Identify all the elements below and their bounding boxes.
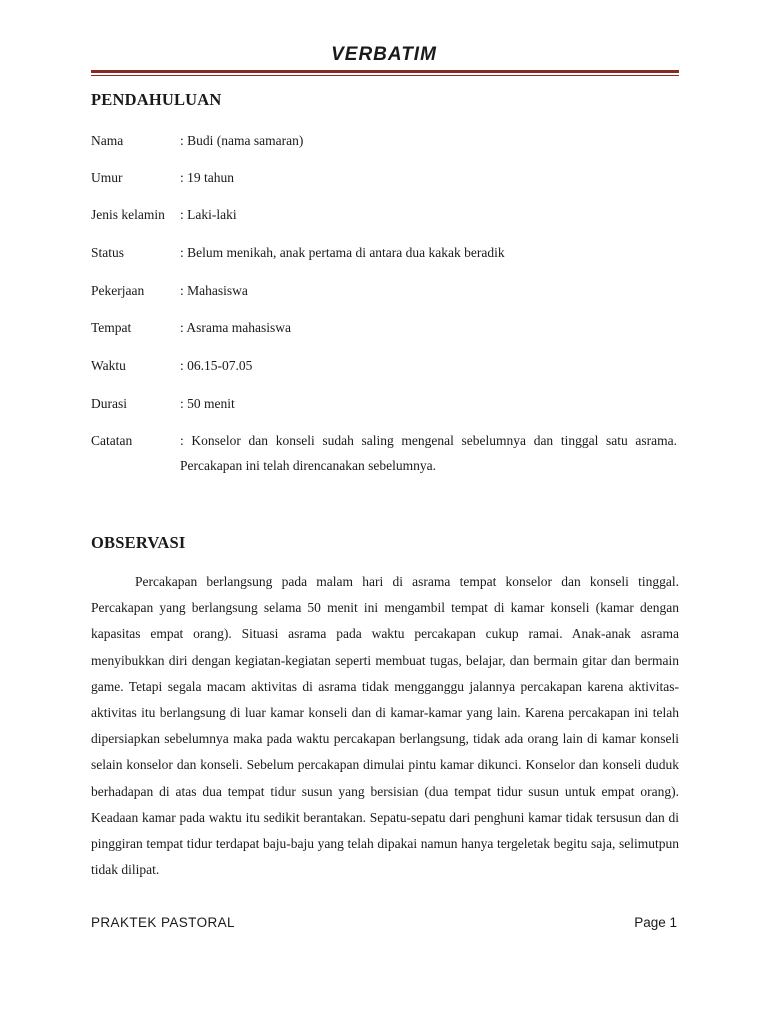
info-value: : Belum menikah, anak pertama di antara dua kakak beradik (180, 245, 505, 260)
info-label: Pekerjaan (91, 283, 145, 298)
document-header-title: VERBATIM (331, 44, 437, 65)
section-heading-pendahuluan: PENDAHULUAN (91, 90, 222, 109)
info-label: Status (91, 245, 125, 260)
info-label: Durasi (91, 396, 127, 411)
info-value: : Mahasiswa (180, 283, 248, 298)
info-label: Umur (91, 170, 123, 185)
info-label: Tempat (91, 320, 132, 335)
footer-page-number: Page 1 (634, 915, 677, 930)
info-value: : 06.15-07.05 (180, 358, 253, 373)
info-label: Waktu (91, 358, 126, 373)
footer-course-title: PRAKTEK PASTORAL (91, 915, 235, 930)
info-value: : Asrama mahasiswa (180, 320, 291, 335)
info-value: : Laki-laki (180, 207, 237, 222)
header-divider-thick (91, 70, 679, 73)
observasi-paragraph: Percakapan berlangsung pada malam hari di asrama tempat konselor dan konseli tinggal. Percakapan yang berlangsung selama 50 menit ini mengambil tempat di kamar konseli (kamar dengan kapasitas empat orang). Situasi asrama pada waktu percakapan cukup ramai. Anak-anak asrama menyibukkan diri dengan kegiatan-kegiatan seperti membuat tugas, belajar, dan bermain gitar dan bermain game. Tetapi segala macam aktivitas di asrama tidak mengganggu jalannya percakapan karena aktivitas-aktivitas itu berlangsung di luar kamar konseli dan di kamar-kamar yang lain. Karena percakapan ini telah dipersiapkan sebelumnya maka pada waktu percakapan berlangsung, tidak ada orang lain di kamar konseli selain konselor dan konseli. Sebelum percakapan dimulai pintu kamar dikunci. Konselor dan konseli duduk berhadapan di atas dua tempat tidur susun yang bersisian (dua tempat tidur susun untuk empat orang). Keadaan kamar pada waktu itu sedikit berantakan. Sepatu-sepatu dari penghuni kamar tidak tersusun dan di pinggiran tempat tidur terdapat baju-baju yang telah dipakai namun hanya tergeletak begitu saja, selimutpun tidak dilipat. (91, 574, 679, 878)
info-value: : 50 menit (180, 396, 235, 411)
section-heading-observasi: OBSERVASI (91, 533, 186, 552)
info-label: Nama (91, 133, 124, 148)
header-divider-thin (91, 75, 679, 76)
info-label: Catatan (91, 433, 133, 448)
info-value: : 19 tahun (180, 170, 234, 185)
info-value: : Budi (nama samaran) (180, 133, 304, 148)
info-value: : Konselor dan konseli sudah saling mengenal sebelumnya dan tinggal satu asrama. Percakapan ini telah direncanakan sebelumnya. (180, 433, 677, 473)
info-label: Jenis kelamin (91, 207, 165, 222)
